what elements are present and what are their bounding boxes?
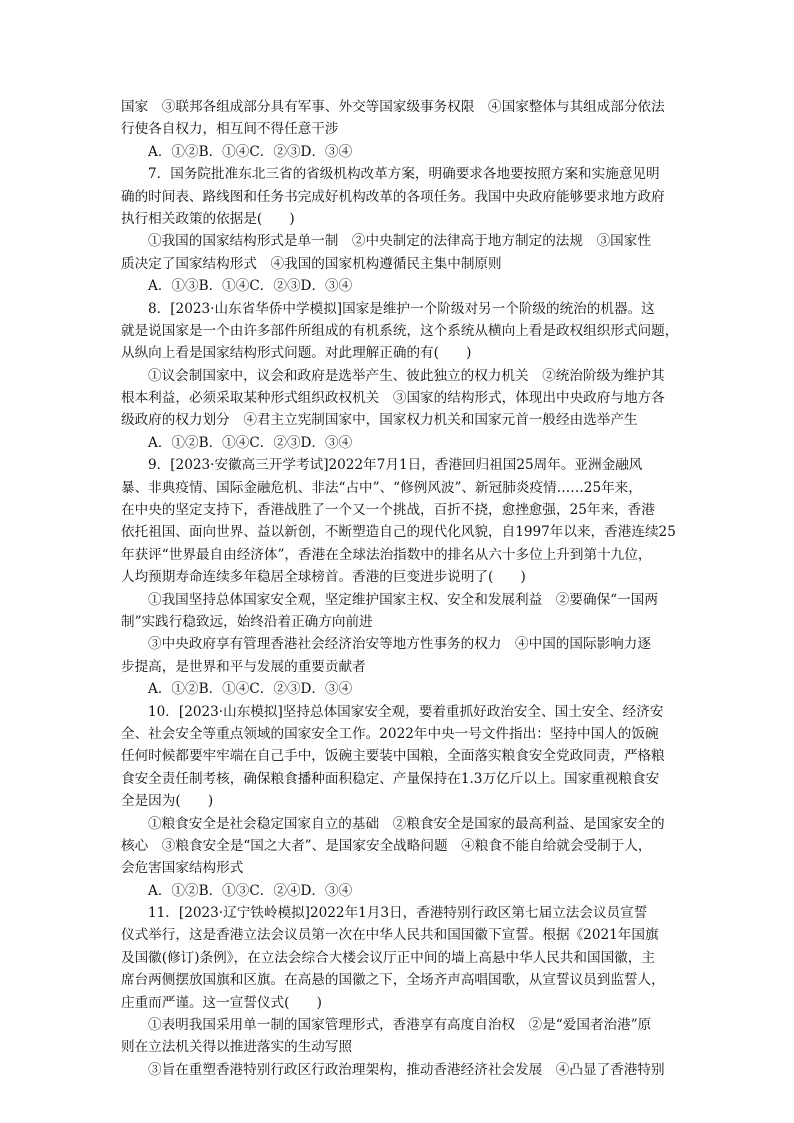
text-line: 国家 ③联邦各组成部分具有军事、外交等国家级事务权限 ④国家整体与其组成部分依法 xyxy=(121,99,665,115)
text-line: 全、社会安全等重点领域的国家安全工作。2022年中央一号文件指出：坚持中国人的饭碗 xyxy=(121,725,659,742)
text-line: 就是说国家是一个由许多部件所组成的有机系统，这个系统从横向上看是政权组织形式问题， xyxy=(121,322,679,339)
text-line: 依托祖国、面向世界、益以新创，不断塑造自己的现代化风貌，自1997年以来，香港连续25 xyxy=(121,524,676,541)
text-line: 根本利益，必须采取某种形式组织政权机关 ③国家的结构形式，体现出中央政府与地方各 xyxy=(121,390,665,407)
text-line: 8．[2023·山东省华侨中学模拟]国家是维护一个阶级对另一个阶级的统治的机器。这 xyxy=(148,300,655,317)
text-line: A．①②B．①④C．②③D．③④ xyxy=(148,681,353,698)
text-line: 年获评“世界最自由经济体”，香港在全球法治指数中的排名从六十多位上升到第十九位， xyxy=(121,546,652,563)
text-line: 级政府的权力划分 ④君主立宪制国家中，国家权力机关和国家元首一般经由选举产生 xyxy=(121,412,638,429)
text-line: 暴、非典疫情、国际金融危机、非法“占中”、“修例风波”、新冠肺炎疫情……25年来， xyxy=(121,479,642,496)
text-line: 食安全责任制考核，确保粮食播种面积稳定、产量保持在1.3万亿斤以上。国家重视粮食安 xyxy=(121,770,660,787)
text-line: 制”实践行稳致远，始终沿着正确方向前进 xyxy=(121,613,373,630)
text-line: 全是因为( ) xyxy=(121,793,214,810)
text-line: ①议会制国家中，议会和政府是选举产生、彼此独立的权力机关 ②统治阶级为维护其 xyxy=(148,367,665,384)
text-line: 在中央的坚定支持下，香港战胜了一个又一个挑战，百折不挠，愈挫愈强，25年来，香港 xyxy=(121,502,655,519)
text-line: 庄重而严谨。这一宣誓仪式( ) xyxy=(121,994,322,1011)
text-line: 席台两侧摆放国旗和区旗。在高悬的国徽之下，全场齐声高唱国歌，从宣誓议员到监誓人， xyxy=(121,972,665,989)
text-line: A．①②B．①③C．②④D．③④ xyxy=(148,882,353,899)
text-line: ①我国的国家结构形式是单一制 ②中央制定的法律高于地方制定的法规 ③国家性 xyxy=(148,233,651,250)
text-line: 及国徽(修订)条例》，在立法会综合大楼会议厅正中间的墙上高悬中华人民共和国国徽，主 xyxy=(121,949,655,966)
text-line: A．①②B．①④C．②③D．③④ xyxy=(148,434,353,451)
text-line: 确的时间表、路线图和任务书完成好机构改革的各项任务。我国中央政府能够要求地方政府 xyxy=(121,188,665,205)
text-line: 仪式举行，这是香港立法会议员第一次在中华人民共和国国徽下宣誓。根据《2021年国旗 xyxy=(121,927,659,944)
text-line: 质决定了国家结构形式 ④我国的国家机构遵循民主集中制原则 xyxy=(121,255,502,272)
text-line: 行使各自权力，相互间不得任意干涉 xyxy=(121,121,339,138)
text-line: ③旨在重塑香港特别行政区行政治理架构，推动香港经济社会发展 ④凸显了香港特别 xyxy=(148,1061,665,1078)
text-line: 会危害国家结构形式 xyxy=(121,860,244,877)
text-line: ③中央政府享有管理香港社会经济治安等地方性事务的权力 ④中国的国际影响力逐 xyxy=(148,636,651,653)
text-line: 7．国务院批准东北三省的省级机构改革方案，明确要求各地要按照方案和实施意见明 xyxy=(148,166,660,183)
text-line: ①表明我国采用单一制的国家管理形式，香港享有高度自治权 ②是“爱国者治港”原 xyxy=(148,1017,652,1034)
text-line: A．①③B．①④C．②③D．③④ xyxy=(148,278,353,295)
text-line: 10．[2023·山东模拟]坚持总体国家安全观，要着重抓好政治安全、国土安全、经济安 xyxy=(148,703,664,720)
text-line: 步提高，是世界和平与发展的重要贡献者 xyxy=(121,658,366,675)
text-line: 11．[2023·辽宁铁岭模拟]2022年1月3日，香港特别行政区第七届立法会议员宣誓 xyxy=(148,905,648,922)
text-line: ①我国坚持总体国家安全观，坚定维护国家主权、安全和发展利益 ②要确保“一国两 xyxy=(148,591,658,608)
question-text-body xyxy=(121,96,681,1081)
text-line: 则在立法机关得以推进落实的生动写照 xyxy=(121,1039,353,1056)
text-line: A．①②B．①④C．②③D．③④ xyxy=(148,143,353,160)
text-line: 核心 ③粮食安全是“国之大者”、是国家安全战略问题 ④粮食不能自给就会受制于人， xyxy=(121,837,652,854)
text-line: 9．[2023·安徽高三开学考试]2022年7月1日，香港回归祖国25周年。亚洲金融风 xyxy=(148,457,643,474)
text-line: 执行相关政策的依据是( ) xyxy=(121,210,295,227)
text-line: ①粮食安全是社会稳定国家自立的基础 ②粮食安全是国家的最高利益、是国家安全的 xyxy=(148,815,665,832)
text-line: 任何时候都要牢牢端在自己手中，饭碗主要装中国粮，全面落实粮食安全党政同责，严格粮 xyxy=(121,748,665,765)
text-line: 人均预期寿命连续多年稳居全球榜首。香港的巨变进步说明了( ) xyxy=(121,569,526,586)
text-line: 从纵向上看是国家结构形式问题。对此理解正确的有( ) xyxy=(121,345,472,362)
